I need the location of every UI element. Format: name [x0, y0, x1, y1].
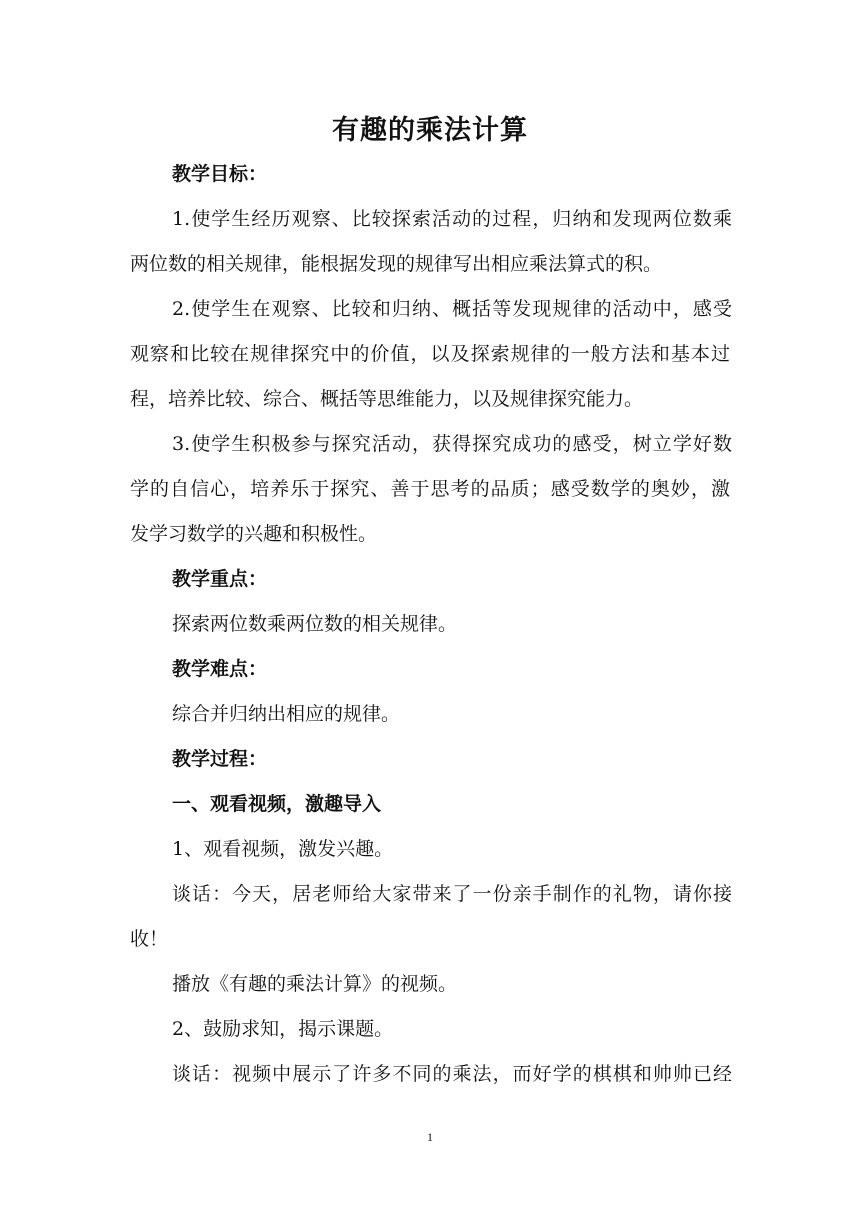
heading-key-points: 教学重点：	[172, 568, 268, 590]
section-heading: 一、观看视频，激趣导入	[172, 793, 382, 815]
paragraph-line: 综合并归纳出相应的规律。	[172, 703, 401, 725]
paragraph-line: 探索两位数乘两位数的相关规律。	[172, 613, 458, 635]
paragraph-line: 观察和比较在规律探究中的价值，以及探索规律的一般方法和基本过	[130, 343, 730, 365]
heading-teaching-goals: 教学目标：	[172, 163, 268, 185]
paragraph-line: 谈话：视频中展示了许多不同的乘法，而好学的棋棋和帅帅已经	[172, 1063, 732, 1085]
paragraph-line: 1、观看视频，激发兴趣。	[172, 838, 394, 860]
heading-difficulties: 教学难点：	[172, 658, 268, 680]
paragraph-line: 3.使学生积极参与探究活动，获得探究成功的感受，树立学好数	[172, 433, 732, 455]
paragraph-line: 2.使学生在观察、比较和归纳、概括等发现规律的活动中，感受	[172, 298, 732, 320]
paragraph-line: 收！	[130, 928, 169, 950]
document-title: 有趣的乘法计算	[332, 115, 528, 146]
paragraph-line: 谈话：今天，居老师给大家带来了一份亲手制作的礼物，请你接	[172, 883, 732, 905]
paragraph-line: 2、鼓励求知，揭示课题。	[172, 1018, 394, 1040]
paragraph-line: 程，培养比较、综合、概括等思维能力，以及规律探究能力。	[130, 388, 644, 410]
paragraph-line: 学的自信心，培养乐于探究、善于思考的品质；感受数学的奥妙，激	[130, 478, 730, 500]
heading-teaching-process: 教学过程：	[172, 748, 268, 770]
page-number: 1	[427, 1130, 433, 1144]
paragraph-line: 两位数的相关规律，能根据发现的规律写出相应乘法算式的积。	[130, 253, 663, 275]
paragraph-line: 1.使学生经历观察、比较探索活动的过程，归纳和发现两位数乘	[172, 208, 732, 230]
paragraph-line: 发学习数学的兴趣和积极性。	[130, 523, 378, 545]
paragraph-line: 播放《有趣的乘法计算》的视频。	[172, 973, 458, 995]
